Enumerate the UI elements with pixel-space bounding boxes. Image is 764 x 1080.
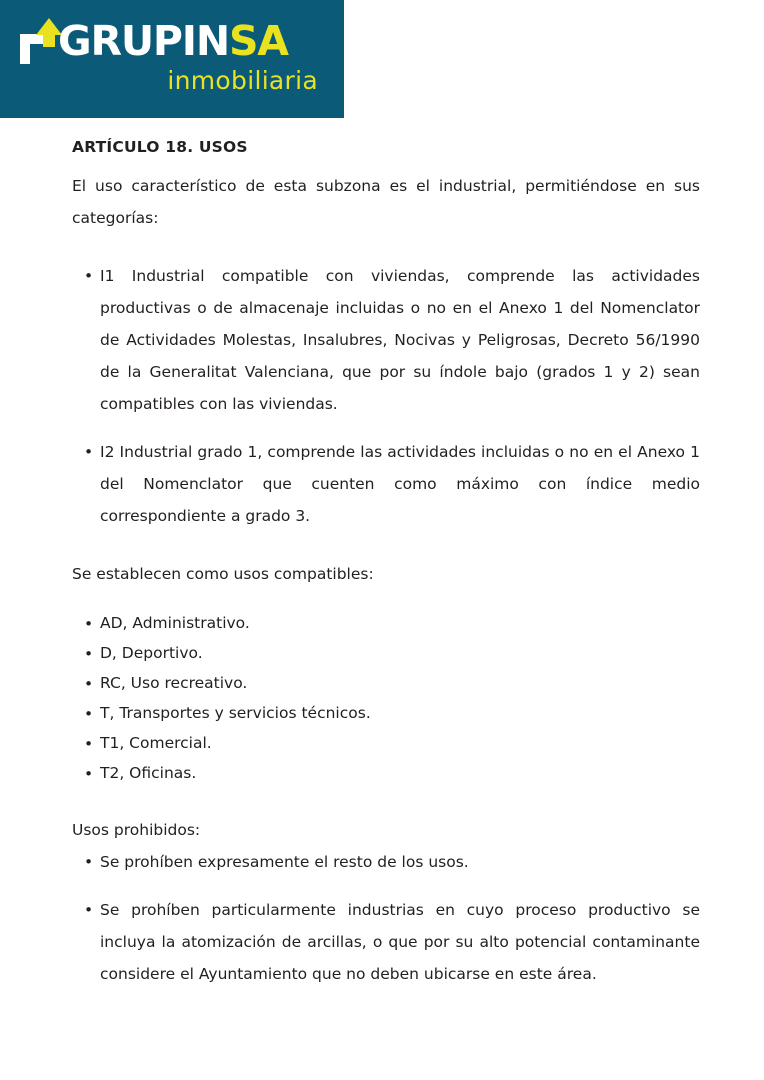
list-item: • RC, Uso recreativo. <box>72 668 700 698</box>
prohibited-uses-list <box>72 846 700 990</box>
list-item: • T, Transportes y servicios técnicos. <box>72 698 700 728</box>
brand-banner <box>0 0 344 118</box>
list-item: • Se prohíben expresamente el resto de los usos. <box>72 846 700 878</box>
brand-wordmark-main: GRUPIN <box>58 17 229 65</box>
grupinsa-mark-icon <box>16 18 62 64</box>
intro-paragraph: El uso característico de esta subzona es el industrial, permitiéndose en sus categorías: <box>72 177 700 227</box>
list-item: • T1, Comercial. <box>72 728 700 758</box>
brand-wordmark <box>58 16 288 66</box>
brand-logo <box>16 16 328 104</box>
list-item: • I1 Industrial compatible con viviendas, comprende las actividades productivas o de almacenaje incluidas o no en el Anexo 1 del Nomenclator de Actividades Molestas, Insalubres, Nocivas y Peligrosas, Decreto 56/1990 de la Generalitat Valenciana, que por su índole bajo (grados 1 y 2) sean compatibles con las viviendas. <box>72 260 700 420</box>
list-item: • Se prohíben particularmente industrias en cuyo proceso productivo se incluya la atomización de arcillas, o que por su alto potencial contaminante considere el Ayuntamiento que no deben ubicarse en este área. <box>72 894 700 990</box>
list-item: • I2 Industrial grado 1, comprende las actividades incluidas o no en el Anexo 1 del Nomenclator que cuenten como máximo con índice medio correspondiente a grado 3. <box>72 436 700 532</box>
list-item: • D, Deportivo. <box>72 638 700 668</box>
document-body <box>72 138 700 990</box>
list-item: • T2, Oficinas. <box>72 758 700 788</box>
brand-subtitle: inmobiliaria <box>167 66 318 95</box>
compatible-uses-heading: Se establecen como usos compatibles: <box>72 565 374 583</box>
compatible-uses-list <box>72 608 700 788</box>
prohibited-uses-heading: Usos prohibidos: <box>72 821 201 839</box>
page-title: ARTÍCULO 18. USOS <box>72 138 248 156</box>
category-list <box>72 260 700 532</box>
brand-wordmark-accent: SA <box>228 17 288 65</box>
list-item: • AD, Administrativo. <box>72 608 700 638</box>
